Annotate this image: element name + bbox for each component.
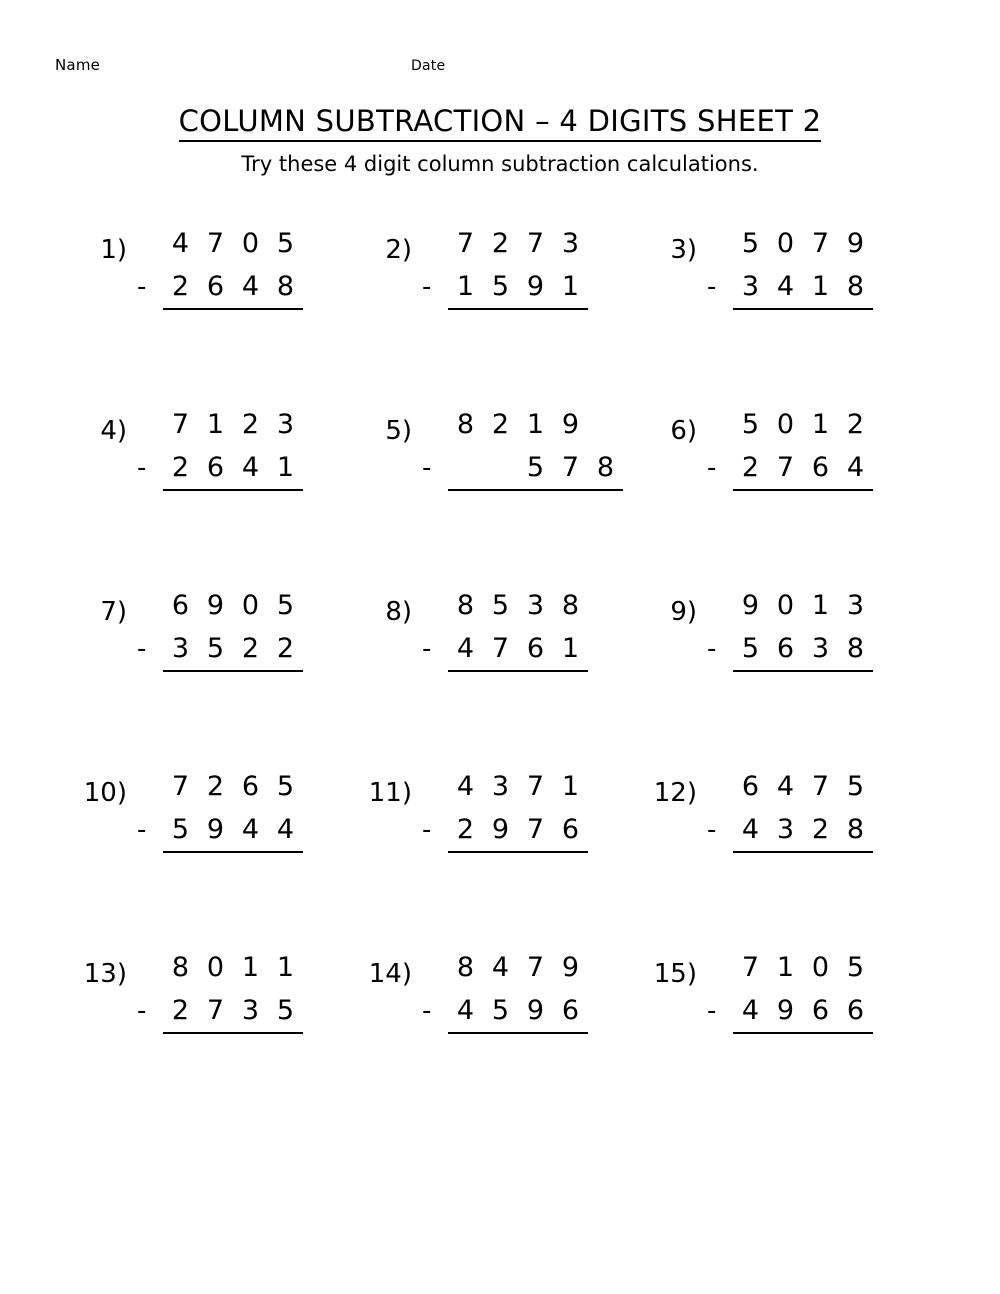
problem-number: 9) — [670, 597, 697, 627]
digit: 4 — [456, 771, 475, 802]
page-subtitle: Try these 4 digit column subtraction calculations. — [241, 152, 759, 176]
digit: 4 — [241, 271, 260, 302]
digit: 4 — [456, 633, 475, 664]
minus-operator: - — [707, 815, 717, 845]
digit: 6 — [241, 771, 260, 802]
problems-grid — [75, 228, 935, 1133]
digit: 2 — [846, 409, 865, 440]
digit: 1 — [241, 952, 260, 983]
subtrahend-line — [707, 271, 873, 319]
digit: 5 — [276, 590, 295, 621]
digit: 8 — [846, 271, 865, 302]
subtrahend-digits — [163, 452, 303, 491]
digit: 7 — [561, 452, 580, 483]
digit: 5 — [491, 271, 510, 302]
problem-number: 6) — [670, 416, 697, 446]
subtrahend-digits — [733, 995, 873, 1034]
subtrahend-line — [707, 452, 873, 500]
problem-5 — [360, 409, 645, 590]
subtrahend-digits — [163, 995, 303, 1034]
minuend-digits — [733, 228, 873, 259]
operator-placeholder — [422, 591, 448, 621]
minuend-digits — [163, 771, 303, 802]
digit: 5 — [276, 771, 295, 802]
minuend-digits — [448, 228, 588, 259]
minuend-digits — [448, 952, 588, 983]
digit: 7 — [776, 452, 795, 483]
digit: 6 — [561, 995, 580, 1026]
problem-7 — [75, 590, 360, 771]
digit: 7 — [526, 228, 545, 259]
problem-number: 8) — [385, 597, 412, 627]
digit: 3 — [241, 995, 260, 1026]
subtrahend-line — [137, 995, 303, 1043]
minuend-digits — [733, 771, 873, 802]
operator-placeholder — [422, 410, 448, 440]
problem-number: 4) — [100, 416, 127, 446]
digit: 0 — [776, 409, 795, 440]
minus-operator: - — [137, 634, 147, 664]
operator-placeholder — [707, 953, 733, 983]
problem-calculation — [707, 952, 873, 1043]
digit: 3 — [741, 271, 760, 302]
problem-row — [75, 952, 935, 1133]
digit: 4 — [846, 452, 865, 483]
subtrahend-digits — [733, 271, 873, 310]
operator-placeholder — [707, 229, 733, 259]
digit: 2 — [811, 814, 830, 845]
digit: 1 — [561, 271, 580, 302]
minus-operator: - — [137, 996, 147, 1026]
operator-placeholder — [707, 410, 733, 440]
digit: 8 — [846, 814, 865, 845]
minuend-digits — [733, 590, 873, 621]
minus-operator: - — [137, 453, 147, 483]
digit: 2 — [491, 228, 510, 259]
problem-calculation — [707, 409, 873, 500]
digit: 4 — [776, 771, 795, 802]
header-row — [0, 56, 1000, 80]
minuend-line — [137, 590, 303, 633]
problem-number: 2) — [385, 235, 412, 265]
problem-number: 11) — [368, 778, 412, 808]
problem-8 — [360, 590, 645, 771]
minuend-digits — [448, 590, 588, 621]
digit: 7 — [171, 771, 190, 802]
digit: 3 — [171, 633, 190, 664]
problem-calculation — [137, 590, 303, 681]
digit: 1 — [811, 271, 830, 302]
digit: 7 — [741, 952, 760, 983]
minuend-line — [422, 228, 588, 271]
subtrahend-line — [422, 452, 623, 500]
digit: 1 — [276, 952, 295, 983]
operator-placeholder — [137, 772, 163, 802]
operator-placeholder — [707, 591, 733, 621]
digit: 5 — [741, 633, 760, 664]
page-title — [0, 104, 1000, 138]
digit: 8 — [276, 271, 295, 302]
minuend-line — [137, 228, 303, 271]
digit: 9 — [526, 271, 545, 302]
problem-2 — [360, 228, 645, 409]
problem-14 — [360, 952, 645, 1133]
digit: 9 — [776, 995, 795, 1026]
subtrahend-digits — [163, 633, 303, 672]
digit: 0 — [241, 228, 260, 259]
problem-number: 14) — [368, 959, 412, 989]
operator-placeholder — [422, 772, 448, 802]
digit: 7 — [811, 228, 830, 259]
operator-placeholder — [422, 229, 448, 259]
problem-15 — [645, 952, 930, 1133]
digit: 4 — [741, 995, 760, 1026]
problem-4 — [75, 409, 360, 590]
problem-number: 5) — [385, 416, 412, 446]
digit: 1 — [526, 409, 545, 440]
digit: 2 — [241, 633, 260, 664]
subtrahend-line — [137, 452, 303, 500]
date-label: Date — [411, 58, 446, 74]
subtrahend-line — [707, 814, 873, 862]
digit: 3 — [526, 590, 545, 621]
problem-13 — [75, 952, 360, 1133]
digit: 8 — [456, 952, 475, 983]
subtrahend-line — [137, 633, 303, 681]
digit: 7 — [811, 771, 830, 802]
digit: 6 — [811, 995, 830, 1026]
operator-placeholder — [422, 953, 448, 983]
digit: 7 — [206, 995, 225, 1026]
digit: 5 — [846, 771, 865, 802]
digit: 9 — [526, 995, 545, 1026]
subtrahend-digits — [448, 452, 623, 491]
digit: 7 — [171, 409, 190, 440]
digit: 6 — [741, 771, 760, 802]
digit: 6 — [526, 633, 545, 664]
problem-1 — [75, 228, 360, 409]
problem-11 — [360, 771, 645, 952]
minuend-line — [422, 771, 588, 814]
digit: 3 — [561, 228, 580, 259]
minuend-line — [422, 409, 623, 452]
digit: 2 — [206, 771, 225, 802]
minuend-line — [422, 590, 588, 633]
digit: 8 — [846, 633, 865, 664]
operator-placeholder — [707, 772, 733, 802]
digit: 1 — [776, 952, 795, 983]
digit: 7 — [491, 633, 510, 664]
minuend-digits — [163, 228, 303, 259]
minus-operator: - — [707, 996, 717, 1026]
digit: 4 — [741, 814, 760, 845]
digit: 3 — [846, 590, 865, 621]
digit: 0 — [776, 228, 795, 259]
digit: 8 — [456, 409, 475, 440]
digit: 5 — [206, 633, 225, 664]
subtrahend-digits — [448, 814, 588, 853]
digit: 6 — [171, 590, 190, 621]
digit: 0 — [811, 952, 830, 983]
subtrahend-line — [422, 633, 588, 681]
problem-calculation — [137, 771, 303, 862]
minus-operator: - — [137, 272, 147, 302]
minuend-line — [422, 952, 588, 995]
problem-3 — [645, 228, 930, 409]
minus-operator: - — [422, 996, 432, 1026]
digit: 9 — [491, 814, 510, 845]
minus-operator: - — [422, 634, 432, 664]
problem-9 — [645, 590, 930, 771]
problem-calculation — [422, 228, 588, 319]
problem-calculation — [137, 228, 303, 319]
digit: 8 — [596, 452, 615, 483]
operator-placeholder — [137, 410, 163, 440]
problem-calculation — [137, 409, 303, 500]
problem-row — [75, 409, 935, 590]
digit: 3 — [776, 814, 795, 845]
problem-calculation — [422, 409, 623, 500]
problem-number: 3) — [670, 235, 697, 265]
minus-operator: - — [422, 815, 432, 845]
problem-calculation — [707, 228, 873, 319]
minuend-digits — [163, 952, 303, 983]
digit: 2 — [456, 814, 475, 845]
problem-calculation — [707, 590, 873, 681]
digit: 2 — [171, 271, 190, 302]
digit: 1 — [206, 409, 225, 440]
digit: 5 — [491, 590, 510, 621]
problem-number: 12) — [653, 778, 697, 808]
minuend-line — [707, 952, 873, 995]
digit: 1 — [811, 590, 830, 621]
digit: 4 — [241, 452, 260, 483]
digit: 5 — [171, 814, 190, 845]
minuend-line — [137, 409, 303, 452]
digit: 2 — [741, 452, 760, 483]
digit: 1 — [456, 271, 475, 302]
subtrahend-line — [137, 271, 303, 319]
subtrahend-line — [422, 814, 588, 862]
page-title-text: COLUMN SUBTRACTION – 4 DIGITS SHEET 2 — [179, 104, 822, 142]
digit: 7 — [526, 952, 545, 983]
minuend-digits — [448, 409, 588, 440]
minuend-digits — [733, 409, 873, 440]
problem-number: 13) — [83, 959, 127, 989]
subtrahend-line — [707, 633, 873, 681]
digit: 1 — [561, 633, 580, 664]
minus-operator: - — [422, 272, 432, 302]
digit: 5 — [276, 228, 295, 259]
subtrahend-digits — [733, 452, 873, 491]
problem-row — [75, 228, 935, 409]
subtrahend-line — [422, 995, 588, 1043]
problem-number: 10) — [83, 778, 127, 808]
digit: 2 — [171, 452, 190, 483]
digit: 3 — [811, 633, 830, 664]
subtrahend-digits — [448, 995, 588, 1034]
digit: 4 — [171, 228, 190, 259]
digit: 7 — [206, 228, 225, 259]
digit: 5 — [846, 952, 865, 983]
minuend-digits — [733, 952, 873, 983]
digit: 6 — [206, 271, 225, 302]
digit: 6 — [811, 452, 830, 483]
minus-operator: - — [707, 634, 717, 664]
digit: 0 — [206, 952, 225, 983]
digit: 9 — [741, 590, 760, 621]
digit: 8 — [456, 590, 475, 621]
minuend-line — [137, 771, 303, 814]
digit: 4 — [491, 952, 510, 983]
operator-placeholder — [137, 591, 163, 621]
minuend-digits — [163, 409, 303, 440]
problem-calculation — [422, 590, 588, 681]
minuend-line — [707, 590, 873, 633]
digit: 5 — [491, 995, 510, 1026]
minuend-digits — [448, 771, 588, 802]
subtrahend-digits — [733, 814, 873, 853]
digit: 9 — [206, 814, 225, 845]
digit: 3 — [276, 409, 295, 440]
digit — [448, 452, 483, 483]
subtrahend-digits — [163, 814, 303, 853]
minus-operator: - — [137, 815, 147, 845]
minus-operator: - — [422, 453, 432, 483]
digit: 7 — [456, 228, 475, 259]
digit: 8 — [561, 590, 580, 621]
name-label: Name — [55, 56, 101, 74]
digit: 9 — [561, 952, 580, 983]
subtrahend-line — [422, 271, 588, 319]
minuend-line — [707, 228, 873, 271]
digit: 7 — [526, 771, 545, 802]
digit: 2 — [171, 995, 190, 1026]
digit: 6 — [846, 995, 865, 1026]
digit: 4 — [456, 995, 475, 1026]
digit: 9 — [561, 409, 580, 440]
minus-operator: - — [707, 272, 717, 302]
problem-row — [75, 771, 935, 952]
digit: 5 — [741, 409, 760, 440]
problem-row — [75, 590, 935, 771]
problem-calculation — [422, 771, 588, 862]
subtrahend-line — [707, 995, 873, 1043]
problem-number: 1) — [100, 235, 127, 265]
digit: 6 — [561, 814, 580, 845]
subtrahend-digits — [448, 633, 588, 672]
problem-10 — [75, 771, 360, 952]
digit: 5 — [526, 452, 545, 483]
subtrahend-digits — [733, 633, 873, 672]
problem-number: 15) — [653, 959, 697, 989]
digit: 9 — [846, 228, 865, 259]
digit: 4 — [776, 271, 795, 302]
digit: 7 — [526, 814, 545, 845]
operator-placeholder — [137, 953, 163, 983]
subtrahend-line — [137, 814, 303, 862]
digit: 2 — [491, 409, 510, 440]
minuend-line — [137, 952, 303, 995]
problem-calculation — [422, 952, 588, 1043]
digit: 4 — [276, 814, 295, 845]
digit — [483, 452, 518, 483]
problem-number: 7) — [100, 597, 127, 627]
problem-6 — [645, 409, 930, 590]
subtrahend-digits — [163, 271, 303, 310]
digit: 8 — [171, 952, 190, 983]
digit: 1 — [561, 771, 580, 802]
problem-12 — [645, 771, 930, 952]
digit: 3 — [491, 771, 510, 802]
minuend-digits — [163, 590, 303, 621]
digit: 1 — [811, 409, 830, 440]
minuend-line — [707, 771, 873, 814]
subtrahend-digits — [448, 271, 588, 310]
operator-placeholder — [137, 229, 163, 259]
digit: 5 — [741, 228, 760, 259]
digit: 9 — [206, 590, 225, 621]
digit: 5 — [276, 995, 295, 1026]
digit: 2 — [241, 409, 260, 440]
minus-operator: - — [707, 453, 717, 483]
digit: 4 — [241, 814, 260, 845]
minuend-line — [707, 409, 873, 452]
problem-calculation — [707, 771, 873, 862]
digit: 2 — [276, 633, 295, 664]
digit: 1 — [276, 452, 295, 483]
digit: 6 — [206, 452, 225, 483]
digit: 6 — [776, 633, 795, 664]
digit: 0 — [241, 590, 260, 621]
problem-calculation — [137, 952, 303, 1043]
digit: 0 — [776, 590, 795, 621]
